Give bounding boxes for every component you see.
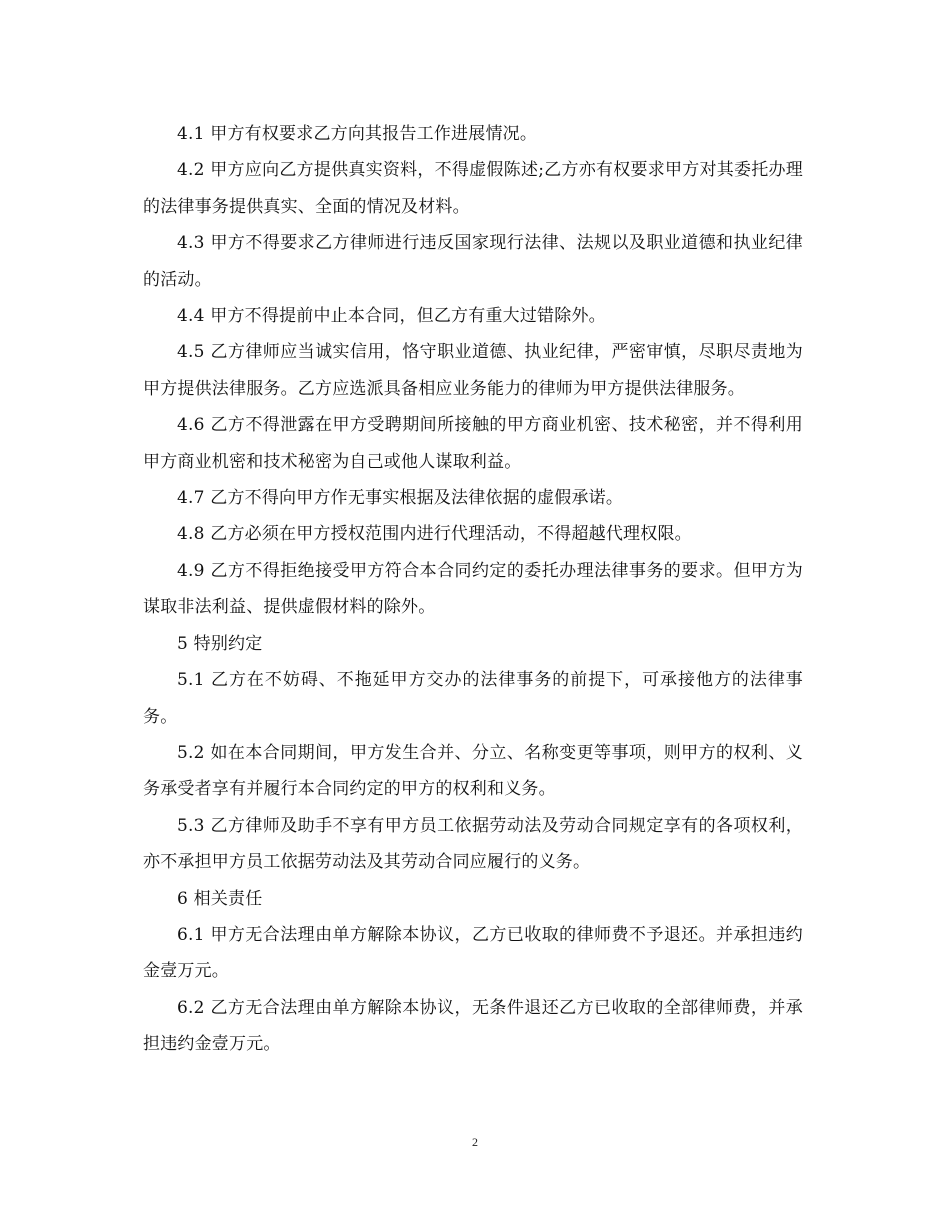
page-number: 2: [472, 1135, 478, 1149]
section-5-heading: 5 特别约定: [177, 633, 263, 654]
clause-4-9: 4.9 乙方不得拒绝接受甲方符合本合同约定的委托办理法律事务的要求。但甲方为谋取非法利益、提供虚假材料的除外。: [143, 560, 803, 618]
clause-6-2: 6.2 乙方无合法理由单方解除本协议，无条件退还乙方已收取的全部律师费，并承担违约金壹万元。: [143, 997, 803, 1055]
clause-4-6: 4.6 乙方不得泄露在甲方受聘期间所接触的甲方商业机密、技术秘密，并不得利用甲方商业机密和技术秘密为自己或他人谋取利益。: [143, 415, 803, 472]
clause-4-4: 4.4 甲方不得提前中止本合同，但乙方有重大过错除外。: [177, 306, 606, 327]
section-6-heading: 6 相关责任: [177, 888, 263, 909]
clause-5-2: 5.2 如在本合同期间，甲方发生合并、分立、名称变更等事项，则甲方的权利、义务承受者享有并履行本合同约定的甲方的权利和义务。: [143, 742, 803, 800]
document-body: [143, 116, 803, 1063]
clause-4-5: 4.5 乙方律师应当诚实信用，恪守职业道德、执业纪律，严密审慎，尽职尽责地为甲方提供法律服务。乙方应选派具备相应业务能力的律师为甲方提供法律服务。: [143, 342, 803, 399]
clause-6-1: 6.1 甲方无合法理由单方解除本协议，乙方已收取的律师费不予退还。并承担违约金壹万元。: [143, 924, 803, 982]
clause-5-3: 5.3 乙方律师及助手不享有甲方员工依据劳动法及劳动合同规定享有的各项权利，亦不承担甲方员工依据劳动法及其劳动合同应履行的义务。: [143, 815, 803, 873]
clause-4-2: 4.2 甲方应向乙方提供真实资料，不得虚假陈述;乙方亦有权要求甲方对其委托办理的法律事务提供真实、全面的情况及材料。: [143, 160, 803, 217]
clause-4-1: 4.1 甲方有权要求乙方向其报告工作进展情况。: [177, 124, 538, 144]
clause-4-7: 4.7 乙方不得向甲方作无事实根据及法律依据的虚假承诺。: [177, 488, 624, 509]
clause-5-1: 5.1 乙方在不妨碍、不拖延甲方交办的法律事务的前提下，可承接他方的法律事务。: [143, 670, 803, 727]
clause-4-3: 4.3 甲方不得要求乙方律师进行违反国家现行法律、法规以及职业道德和执业纪律的活动。: [143, 233, 803, 290]
clause-4-8: 4.8 乙方必须在甲方授权范围内进行代理活动，不得超越代理权限。: [177, 524, 692, 545]
